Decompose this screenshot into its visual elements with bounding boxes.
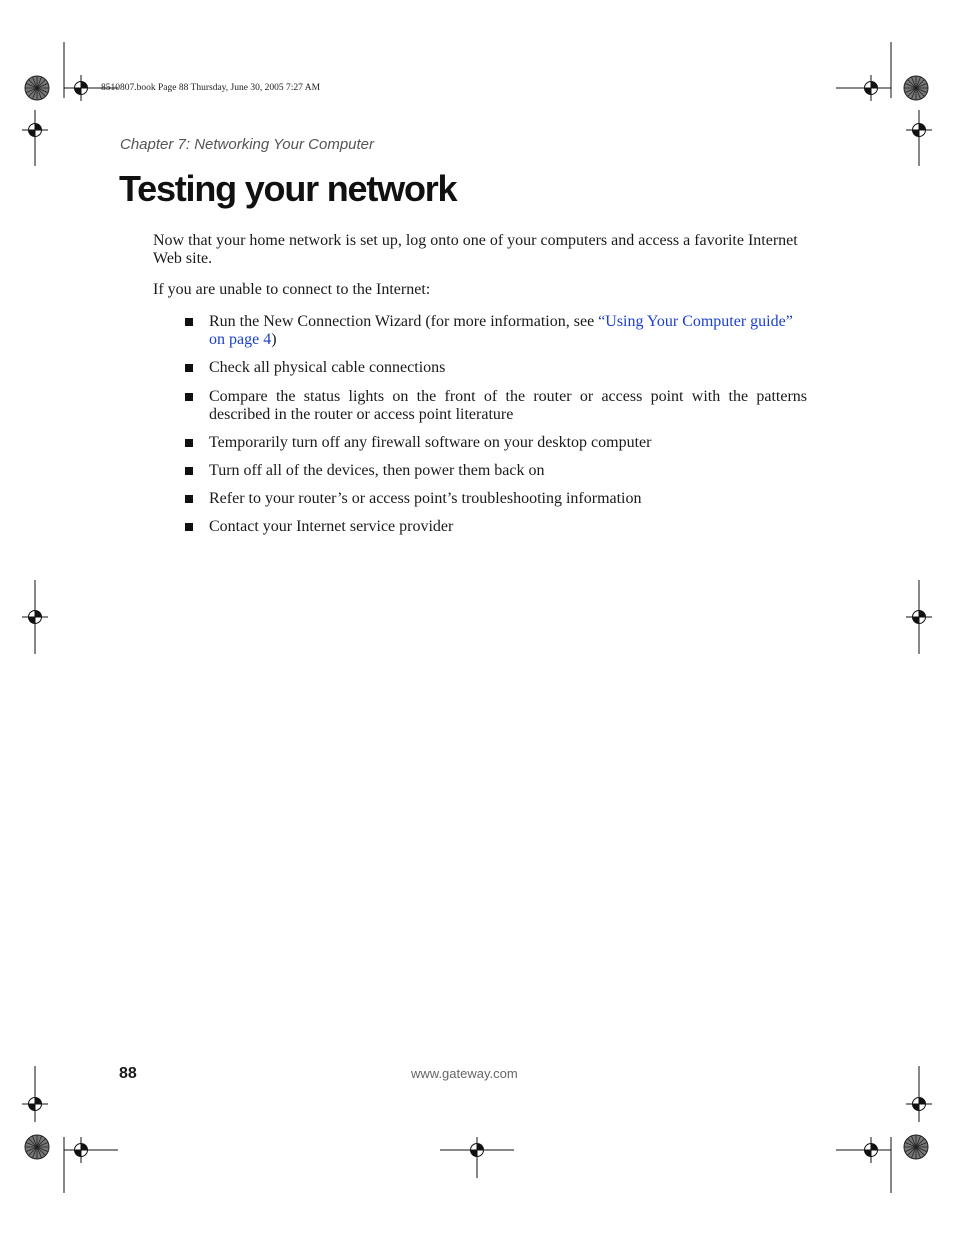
- list-item-text: Run the New Connection Wizard (for more information, see “Using Your Computer guide” on page 4): [209, 313, 793, 348]
- list-item-text: Compare the status lights on the front of the router or access point with the patterns described in the router or access point literature: [209, 388, 807, 423]
- bullet-square-icon: [185, 439, 193, 447]
- starburst-mark-icon: [25, 1135, 49, 1159]
- list-item-text: Refer to your router’s or access point’s troubleshooting information: [209, 490, 642, 507]
- bullet-square-icon: [185, 523, 193, 531]
- bullet-square-icon: [185, 318, 193, 326]
- bullet-square-icon: [185, 364, 193, 372]
- registration-mark-icon: [906, 604, 932, 630]
- list-item-text: Contact your Internet service provider: [209, 518, 454, 535]
- lead-paragraph: If you are unable to connect to the Internet:: [153, 281, 431, 298]
- bullet-square-icon: [185, 467, 193, 475]
- chapter-header: Chapter 7: Networking Your Computer: [120, 136, 375, 153]
- using-your-computer-guide-link[interactable]: “Using Your Computer guide” on page 4: [209, 313, 793, 348]
- registration-mark-icon: [906, 117, 932, 143]
- list-item-text: Temporarily turn off any firewall software on your desktop computer: [209, 434, 652, 451]
- list-item-text: Turn off all of the devices, then power them back on: [209, 462, 545, 479]
- bullet-square-icon: [185, 495, 193, 503]
- starburst-mark-icon: [904, 76, 928, 100]
- intro-paragraph: Now that your home network is set up, log onto one of your computers and access a favorite Internet Web site.: [153, 232, 798, 267]
- registration-mark-icon: [22, 117, 48, 143]
- bullet-square-icon: [185, 393, 193, 401]
- starburst-mark-icon: [25, 76, 49, 100]
- registration-mark-icon: [906, 1091, 932, 1117]
- starburst-mark-icon: [904, 1135, 928, 1159]
- registration-mark-icon: [22, 1091, 48, 1117]
- print-job-info: 8510807.book Page 88 Thursday, June 30, 2005 7:27 AM: [101, 83, 321, 93]
- registration-mark-icon: [22, 604, 48, 630]
- footer-url: www.gateway.com: [411, 1066, 518, 1081]
- list-item-text: Check all physical cable connections: [209, 359, 446, 376]
- page-title: Testing your network: [119, 168, 457, 209]
- page-number: 88: [119, 1065, 137, 1082]
